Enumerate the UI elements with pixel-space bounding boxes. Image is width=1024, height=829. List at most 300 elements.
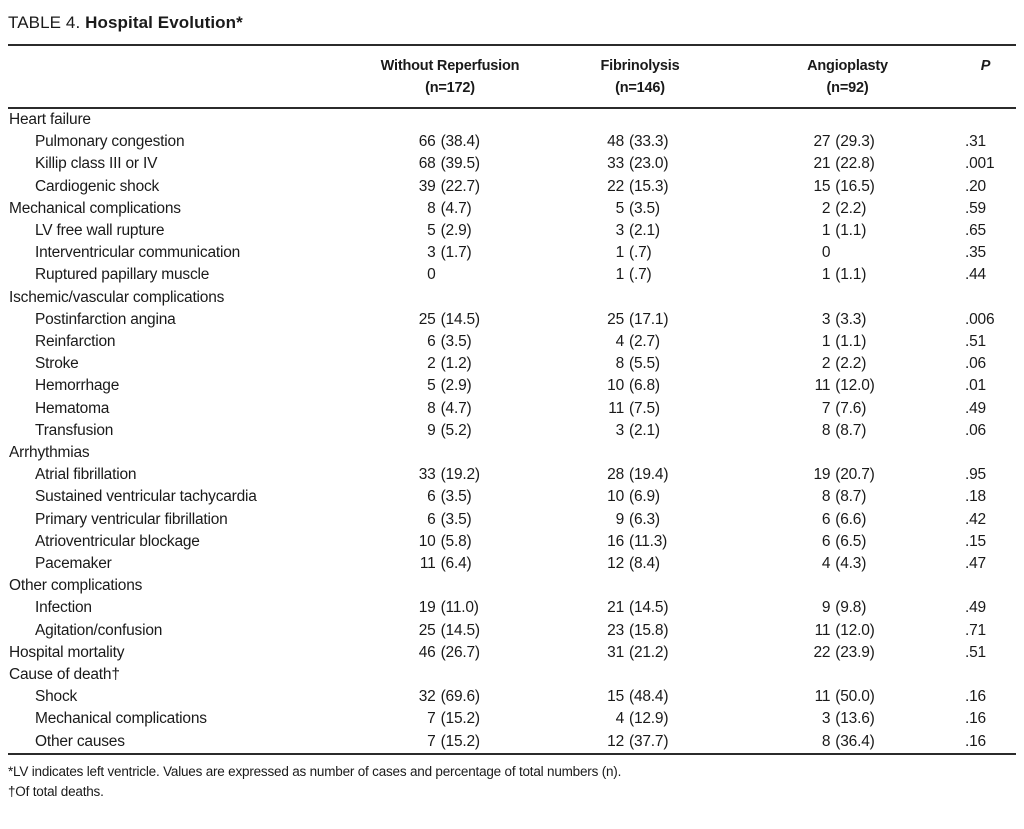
p-value: .65 <box>965 222 986 240</box>
percent-value: (7.6) <box>835 399 867 417</box>
percent-value: (15.2) <box>440 710 480 728</box>
percent-value: (15.2) <box>440 732 480 750</box>
count-value: 3 <box>821 710 831 728</box>
count-value: 10 <box>418 532 436 550</box>
value-cell <box>740 264 955 286</box>
value-cell <box>540 575 740 597</box>
value-cell <box>360 442 540 464</box>
percent-value: (21.2) <box>629 643 669 661</box>
row-label: Transfusion <box>35 421 114 439</box>
p-value: .06 <box>965 421 986 439</box>
count-value: 10 <box>607 488 624 506</box>
count-value: 2 <box>427 355 436 373</box>
value-cell <box>740 731 955 754</box>
value-cell <box>360 464 540 486</box>
table-row <box>8 708 1016 730</box>
value-cell <box>540 331 740 353</box>
table-row <box>8 553 1016 575</box>
value-cell <box>740 486 955 508</box>
count-value: 9 <box>821 599 831 617</box>
col-header-label: Without Reperfusion <box>380 58 520 74</box>
row-label: Atrial fibrillation <box>35 466 137 484</box>
count-value: 21 <box>813 155 831 173</box>
value-cell <box>360 309 540 331</box>
col-header-n: (n=172) <box>425 80 475 96</box>
value-cell <box>740 553 955 575</box>
percent-value: (3.5) <box>440 510 472 528</box>
value-cell <box>360 664 540 686</box>
value-cell <box>540 176 740 198</box>
p-value: .51 <box>965 643 986 661</box>
value-cell <box>740 442 955 464</box>
value-cell <box>740 375 955 397</box>
p-value <box>955 287 1016 309</box>
percent-value: (3.3) <box>835 310 867 328</box>
value-cell <box>540 287 740 309</box>
count-value: 0 <box>821 244 831 262</box>
row-label: Agitation/confusion <box>35 621 163 639</box>
col-header-label: Fibrinolysis <box>600 58 680 74</box>
value-cell <box>360 242 540 264</box>
value-cell <box>540 708 740 730</box>
count-value: 5 <box>427 377 436 395</box>
value-cell <box>740 353 955 375</box>
count-value: 6 <box>427 510 436 528</box>
count-value: 11 <box>814 377 831 395</box>
row-label: Interventricular communication <box>35 244 241 262</box>
p-value: .95 <box>965 466 986 484</box>
paper-table-page <box>8 11 1016 802</box>
row-label: Ruptured papillary muscle <box>35 266 210 284</box>
p-value <box>955 575 1016 597</box>
percent-value: (5.5) <box>629 355 660 373</box>
value-cell <box>740 464 955 486</box>
row-label: Cardiogenic shock <box>35 177 160 195</box>
percent-value: (2.1) <box>629 421 660 439</box>
value-cell <box>540 531 740 553</box>
value-cell <box>540 731 740 754</box>
count-value: 8 <box>821 732 831 750</box>
value-cell <box>540 509 740 531</box>
count-value: 31 <box>607 643 624 661</box>
value-cell <box>740 131 955 153</box>
p-value: .42 <box>965 510 986 528</box>
value-cell <box>740 287 955 309</box>
col-header-angioplasty <box>740 46 955 108</box>
value-cell <box>360 642 540 664</box>
table-row <box>8 486 1016 508</box>
table-footnotes <box>8 762 1016 802</box>
count-value: 6 <box>427 488 436 506</box>
count-value: 68 <box>418 155 436 173</box>
percent-value: (29.3) <box>835 133 875 151</box>
row-label: Other causes <box>35 732 125 750</box>
row-label: Stroke <box>35 355 79 373</box>
row-label: Heart failure <box>9 111 91 128</box>
value-cell <box>360 731 540 754</box>
table-title <box>8 11 1016 35</box>
col-header-n: (n=92) <box>826 80 869 96</box>
count-value: 33 <box>418 466 436 484</box>
value-cell <box>740 620 955 642</box>
percent-value: (5.2) <box>440 421 472 439</box>
value-cell <box>740 220 955 242</box>
value-cell <box>540 108 740 131</box>
p-value: .001 <box>965 155 995 173</box>
percent-value: (1.1) <box>835 266 867 284</box>
count-value: 8 <box>821 488 831 506</box>
percent-value: (22.7) <box>440 177 480 195</box>
count-value: 25 <box>418 621 436 639</box>
hospital-evolution-table <box>8 46 1016 755</box>
count-value: 28 <box>607 466 624 484</box>
percent-value: (33.3) <box>629 133 669 151</box>
percent-value: (3.5) <box>440 333 472 351</box>
table-row <box>8 242 1016 264</box>
p-value: .16 <box>965 710 986 728</box>
value-cell <box>360 131 540 153</box>
value-cell <box>540 442 740 464</box>
value-cell <box>540 264 740 286</box>
percent-value: (9.8) <box>835 599 867 617</box>
col-header-label: Angioplasty <box>807 58 888 74</box>
row-label: Atrioventricular blockage <box>35 532 200 550</box>
value-cell <box>740 708 955 730</box>
percent-value: (6.8) <box>629 377 660 395</box>
percent-value: (3.5) <box>440 488 472 506</box>
value-cell <box>740 309 955 331</box>
count-value: 22 <box>607 177 624 195</box>
table-row <box>8 309 1016 331</box>
p-value: .31 <box>965 133 986 151</box>
footnote-deaths: †Of total deaths. <box>8 783 104 799</box>
row-label: Pacemaker <box>35 555 112 573</box>
percent-value: (2.1) <box>629 222 660 240</box>
count-value: 6 <box>821 532 831 550</box>
row-label: Ischemic/vascular complications <box>9 288 225 306</box>
p-value: .71 <box>965 621 986 639</box>
percent-value: (19.2) <box>440 466 480 484</box>
count-value: 25 <box>418 310 436 328</box>
count-value: 1 <box>821 333 831 351</box>
percent-value: (6.6) <box>835 510 867 528</box>
value-cell <box>540 198 740 220</box>
value-cell <box>540 353 740 375</box>
p-value: .49 <box>965 399 986 417</box>
row-label: Shock <box>35 688 78 706</box>
value-cell <box>740 108 955 131</box>
percent-value: (38.4) <box>440 133 480 151</box>
count-value: 2 <box>821 355 831 373</box>
p-value: .16 <box>965 732 986 750</box>
count-value: 8 <box>427 399 436 417</box>
count-value: 5 <box>427 222 436 240</box>
count-value: 4 <box>615 710 624 728</box>
count-value: 3 <box>615 222 624 240</box>
value-cell <box>540 153 740 175</box>
table-row <box>8 153 1016 175</box>
percent-value: (36.4) <box>835 732 875 750</box>
percent-value: (2.2) <box>835 199 867 217</box>
row-label: Mechanical complications <box>35 710 207 728</box>
percent-value: (6.5) <box>835 532 867 550</box>
percent-value: (17.1) <box>629 310 669 328</box>
col-header-without-reperfusion <box>360 46 540 108</box>
table-row <box>8 131 1016 153</box>
percent-value: (12.9) <box>629 710 669 728</box>
percent-value: (6.9) <box>629 488 660 506</box>
table-row <box>8 398 1016 420</box>
value-cell <box>360 509 540 531</box>
percent-value: (8.4) <box>629 555 660 573</box>
value-cell <box>360 375 540 397</box>
count-value: 8 <box>615 355 624 373</box>
percent-value: (16.5) <box>835 177 875 195</box>
value-cell <box>740 642 955 664</box>
value-cell <box>360 420 540 442</box>
col-header-p <box>955 46 1016 108</box>
percent-value: (39.5) <box>440 155 480 173</box>
count-value: 4 <box>615 333 624 351</box>
count-value: 5 <box>615 199 624 217</box>
value-cell <box>540 597 740 619</box>
count-value: 11 <box>814 621 831 639</box>
percent-value: (37.7) <box>629 732 669 750</box>
count-value: 1 <box>615 266 624 284</box>
row-label: Reinfarction <box>35 333 116 351</box>
table-row <box>8 597 1016 619</box>
value-cell <box>540 309 740 331</box>
value-cell <box>360 264 540 286</box>
percent-value: (14.5) <box>629 599 669 617</box>
value-cell <box>360 108 540 131</box>
value-cell <box>540 553 740 575</box>
table-body <box>8 108 1016 754</box>
p-value <box>955 664 1016 686</box>
value-cell <box>540 398 740 420</box>
value-cell <box>360 287 540 309</box>
table-name: Hospital Evolution* <box>85 13 243 32</box>
percent-value: (11.0) <box>440 599 479 617</box>
value-cell <box>360 597 540 619</box>
value-cell <box>360 486 540 508</box>
value-cell <box>740 242 955 264</box>
table-row <box>8 264 1016 286</box>
table-row <box>8 642 1016 664</box>
percent-value: (4.7) <box>440 199 472 217</box>
header-row <box>8 46 1016 108</box>
table-row <box>8 420 1016 442</box>
percent-value: (2.7) <box>629 333 660 351</box>
value-cell <box>360 220 540 242</box>
value-cell <box>360 331 540 353</box>
p-value: .47 <box>965 555 986 573</box>
section-header-row <box>8 287 1016 309</box>
count-value: 16 <box>607 532 624 550</box>
count-value: 3 <box>615 421 624 439</box>
p-value: .006 <box>965 310 995 328</box>
value-cell <box>540 486 740 508</box>
col-header-fibrinolysis <box>540 46 740 108</box>
row-label: LV free wall rupture <box>35 222 165 240</box>
count-value: 19 <box>813 466 831 484</box>
p-value: .01 <box>965 377 986 395</box>
percent-value: (23.0) <box>629 155 669 173</box>
count-value: 3 <box>821 310 831 328</box>
value-cell <box>740 153 955 175</box>
count-value: 7 <box>427 710 436 728</box>
row-label: Pulmonary congestion <box>35 133 185 151</box>
row-label: Other complications <box>9 577 143 595</box>
value-cell <box>540 642 740 664</box>
percent-value: (19.4) <box>629 466 669 484</box>
table-row <box>8 731 1016 754</box>
percent-value: (5.8) <box>440 532 472 550</box>
table-row <box>8 331 1016 353</box>
value-cell <box>360 686 540 708</box>
row-label: Killip class III or IV <box>35 155 158 173</box>
value-cell <box>360 353 540 375</box>
p-value: .59 <box>965 199 986 217</box>
p-value <box>955 108 1016 131</box>
percent-value: (4.3) <box>835 555 867 573</box>
percent-value: (.7) <box>629 244 652 262</box>
value-cell <box>540 131 740 153</box>
table-row <box>8 176 1016 198</box>
count-value: 3 <box>427 244 436 262</box>
p-value: .44 <box>965 266 986 284</box>
table-row <box>8 220 1016 242</box>
count-value: 22 <box>813 643 831 661</box>
percent-value: (7.5) <box>629 399 660 417</box>
p-value: .20 <box>965 177 986 195</box>
count-value: 6 <box>427 333 436 351</box>
table-header <box>8 46 1016 108</box>
count-value: 15 <box>607 688 624 706</box>
value-cell <box>540 375 740 397</box>
percent-value: (.7) <box>629 266 652 284</box>
value-cell <box>540 686 740 708</box>
percent-value: (20.7) <box>835 466 875 484</box>
row-label: Hematoma <box>35 399 110 417</box>
row-label: Hemorrhage <box>35 377 120 395</box>
count-value: 32 <box>418 688 436 706</box>
count-value: 19 <box>418 599 436 617</box>
count-value: 8 <box>427 199 436 217</box>
col-header-n: (n=146) <box>615 80 665 96</box>
count-value: 27 <box>813 133 831 151</box>
percent-value: (8.7) <box>835 488 867 506</box>
value-cell <box>360 176 540 198</box>
table-row <box>8 620 1016 642</box>
value-cell <box>360 198 540 220</box>
percent-value: (14.5) <box>440 621 480 639</box>
count-value: 46 <box>418 643 436 661</box>
value-cell <box>540 620 740 642</box>
table-number: TABLE 4. <box>8 13 81 32</box>
count-value: 39 <box>418 177 436 195</box>
count-value: 48 <box>607 133 624 151</box>
value-cell <box>740 531 955 553</box>
percent-value: (12.0) <box>835 377 875 395</box>
section-header-row <box>8 575 1016 597</box>
section-header-row <box>8 108 1016 131</box>
section-header-row <box>8 442 1016 464</box>
footnote-lv: *LV indicates left ventricle. Values are expressed as number of cases and percentage of total numbers (n). <box>8 763 622 779</box>
table-row <box>8 531 1016 553</box>
percent-value: (26.7) <box>440 643 480 661</box>
percent-value: (4.7) <box>440 399 472 417</box>
count-value: 12 <box>607 555 624 573</box>
percent-value: (13.6) <box>835 710 875 728</box>
count-value: 21 <box>607 599 624 617</box>
percent-value: (15.8) <box>629 621 669 639</box>
count-value: 7 <box>427 732 436 750</box>
row-label-header <box>8 46 360 108</box>
count-value: 1 <box>821 266 831 284</box>
percent-value: (14.5) <box>440 310 480 328</box>
table-row <box>8 464 1016 486</box>
percent-value: (48.4) <box>629 688 669 706</box>
count-value: 0 <box>427 266 436 284</box>
p-value <box>955 442 1016 464</box>
percent-value: (69.6) <box>440 688 480 706</box>
percent-value: (1.7) <box>440 244 472 262</box>
row-label: Hospital mortality <box>9 643 125 661</box>
section-header-row <box>8 664 1016 686</box>
value-cell <box>540 420 740 442</box>
count-value: 11 <box>814 688 831 706</box>
count-value: 23 <box>607 621 624 639</box>
count-value: 9 <box>427 421 436 439</box>
count-value: 25 <box>607 310 624 328</box>
percent-value: (1.1) <box>835 222 867 240</box>
value-cell <box>540 220 740 242</box>
value-cell <box>740 176 955 198</box>
table-row <box>8 509 1016 531</box>
row-label: Sustained ventricular tachycardia <box>35 488 257 506</box>
table-row <box>8 686 1016 708</box>
value-cell <box>360 398 540 420</box>
value-cell <box>740 664 955 686</box>
value-cell <box>740 575 955 597</box>
count-value: 10 <box>607 377 624 395</box>
count-value: 12 <box>607 732 624 750</box>
value-cell <box>540 242 740 264</box>
count-value: 1 <box>821 222 831 240</box>
count-value: 11 <box>419 555 436 573</box>
p-value: .18 <box>965 488 986 506</box>
count-value: 6 <box>821 510 831 528</box>
count-value: 7 <box>821 399 831 417</box>
percent-value: (2.9) <box>440 377 472 395</box>
value-cell <box>360 553 540 575</box>
percent-value: (15.3) <box>629 177 669 195</box>
value-cell <box>360 575 540 597</box>
count-value: 1 <box>615 244 624 262</box>
value-cell <box>740 331 955 353</box>
percent-value: (50.0) <box>835 688 875 706</box>
count-value: 8 <box>821 421 831 439</box>
table-row <box>8 198 1016 220</box>
percent-value: (1.2) <box>440 355 472 373</box>
p-header-label: P <box>980 58 991 74</box>
percent-value: (12.0) <box>835 621 875 639</box>
row-label: Mechanical complications <box>9 199 181 217</box>
value-cell <box>740 398 955 420</box>
percent-value: (6.4) <box>440 555 472 573</box>
row-label: Primary ventricular fibrillation <box>35 510 228 528</box>
